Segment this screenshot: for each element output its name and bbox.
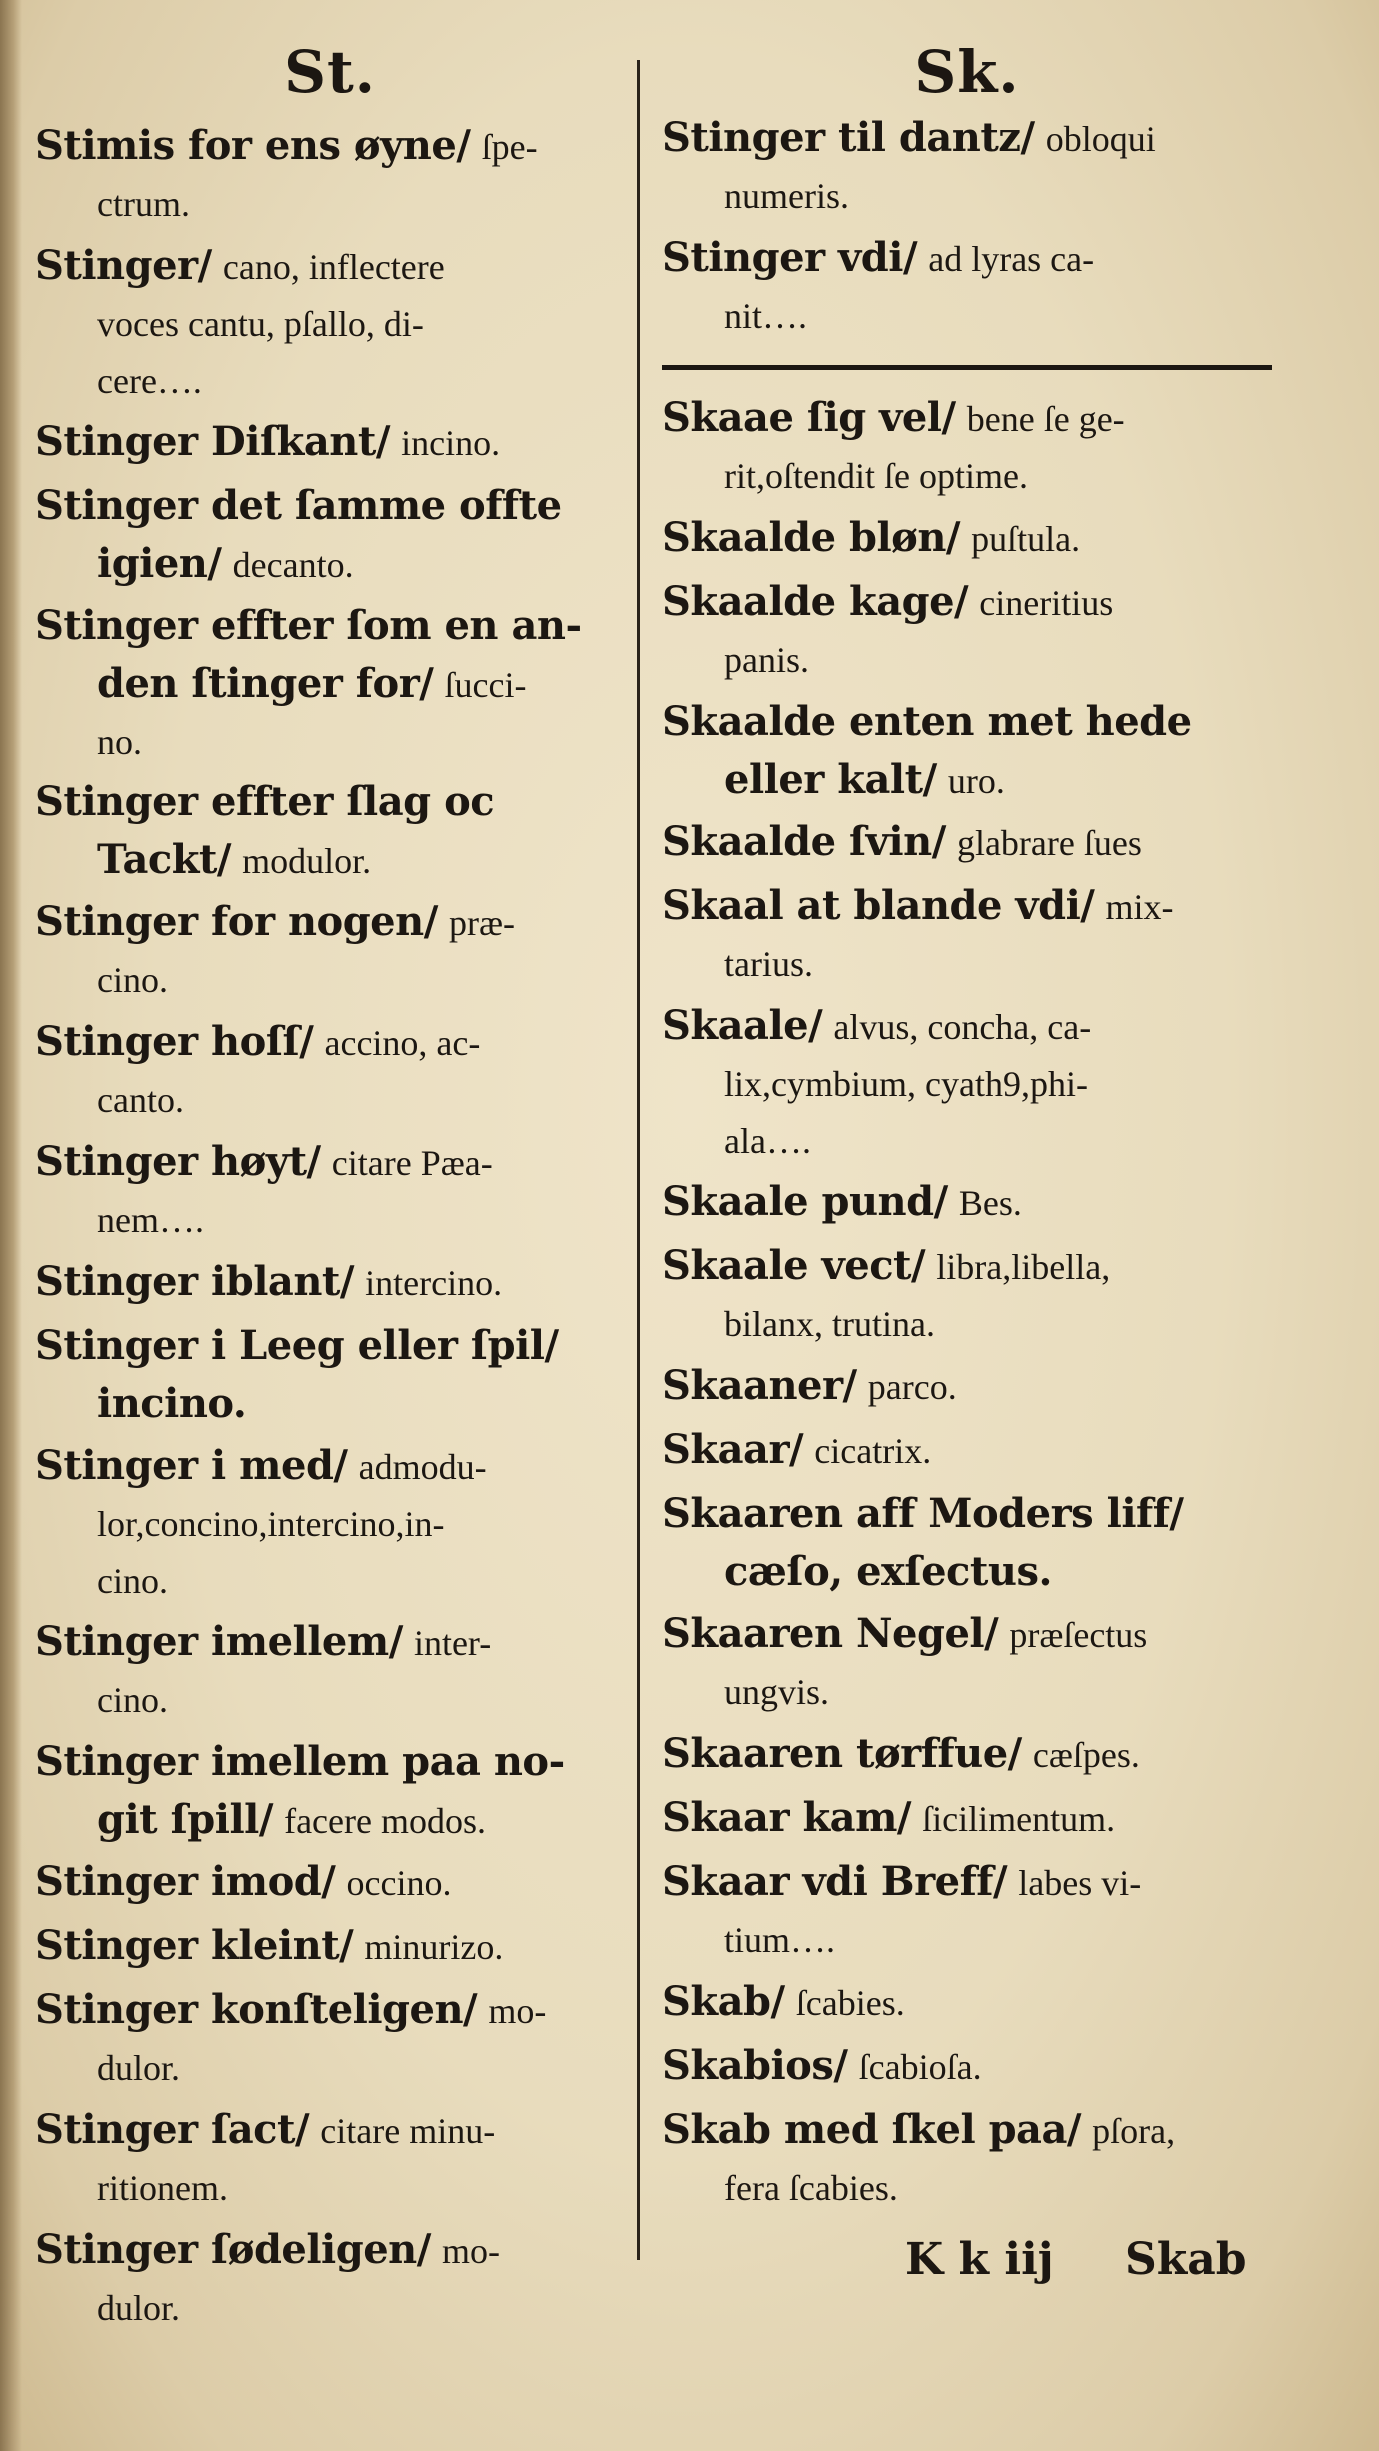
section-divider [662,365,1272,370]
entry-continuation [35,952,625,1009]
headword: Skaalde enten met hede [662,698,1192,745]
latin-gloss: citare Pæa- [331,1143,493,1183]
latin-gloss: obloqui [1045,119,1156,159]
entry-line [662,230,1272,288]
entry-continuation [662,1912,1272,1969]
entry-continuation [662,1056,1272,1113]
dictionary-entry [662,1358,1272,1416]
entry-line [35,774,625,832]
latin-gloss-continued: tarius. [724,944,813,984]
headword: Skaaren Negel/ [662,1610,999,1657]
headword: Skab med ſkel paa/ [662,2106,1081,2153]
headword-continued: igien/ [97,540,222,587]
entry-line [35,478,625,536]
entry-line [662,110,1272,168]
dictionary-entry [662,1606,1272,1721]
dictionary-entry [662,110,1272,225]
latin-gloss-continued: lix,cymbium, cyath9,phi- [724,1064,1088,1104]
dictionary-entry [35,1438,625,1610]
latin-gloss: Bes. [958,1183,1022,1223]
latin-gloss-continued: voces cantu, pſallo, di- [97,304,424,344]
entry-continuation [35,1072,625,1129]
headword: Stinger for nogen/ [35,898,438,945]
latin-gloss: cæſpes. [1032,1735,1140,1775]
dictionary-entry [662,390,1272,505]
latin-gloss: mo- [442,2231,501,2271]
headword: Stinger det ſamme offte [35,482,562,529]
headword: Stinger iblant/ [35,1258,355,1305]
entry-line [35,118,625,176]
entry-line [35,2102,625,2160]
left-column [35,0,625,2451]
latin-gloss-continued: dulor. [97,2048,181,2088]
signature-mark: K k iij [905,2234,1054,2285]
entry-continuation [662,1296,1272,1353]
headword: Stinger effter ſlag oc [35,778,495,825]
headword: Stinger ſødeligen/ [35,2226,431,2273]
entry-line [35,1734,625,1792]
headword-continued: den ſtinger for/ [97,660,434,707]
headword: Skaalde bløn/ [662,514,961,561]
latin-gloss: mo- [488,1991,547,2031]
headword: Stinger i med/ [35,1442,348,1489]
latin-gloss: cano, inflectere [222,247,445,287]
headword: Skaaner/ [662,1362,857,1409]
dictionary-entry [662,1422,1272,1480]
dictionary-entry [35,1734,625,1850]
dictionary-entry [662,1174,1272,1232]
entry-line [662,1422,1272,1480]
headword-continued: cæſo, exſectus. [724,1548,1052,1595]
headword: Skaaren tørffue/ [662,1730,1022,1777]
entry-line [35,1318,625,1376]
entry-line [662,1174,1272,1232]
entry-line [35,1014,625,1072]
latin-gloss: cineritius [979,583,1114,623]
latin-gloss-continued: ala…. [724,1121,811,1161]
headword: Skaale pund/ [662,1178,948,1225]
latin-gloss: labes vi- [1018,1863,1142,1903]
dictionary-entry [35,1982,625,2097]
entry-line [662,1974,1272,2032]
latin-gloss-continued: nem…. [97,1200,204,1240]
entry-line [662,510,1272,568]
dictionary-entry [35,414,625,472]
dictionary-entry [662,1790,1272,1848]
entry-continuation [35,2040,625,2097]
entry-line [35,238,625,296]
dictionary-entry [35,894,625,1009]
entry-continuation [35,714,625,771]
right-column [662,0,1272,2451]
headword: Skaar vdi Breff/ [662,1858,1008,1905]
headword: Skaale vect/ [662,1242,926,1289]
entry-line [662,1238,1272,1296]
entry-continuation [662,632,1272,689]
headword: Stinger Diſkant/ [35,418,390,465]
entry-line [35,894,625,952]
entry-line [35,1614,625,1672]
headword-continued: incino. [97,1380,247,1427]
entry-continuation [35,1672,625,1729]
latin-gloss-continued: ctrum. [97,184,190,224]
latin-gloss: ſpe- [481,127,538,167]
latin-gloss: parco. [867,1367,957,1407]
headword-continued: eller kalt/ [724,756,937,803]
dictionary-entry [35,1134,625,1249]
dictionary-entry [662,694,1272,810]
headword: Stinger effter ſom en an- [35,602,582,649]
entry-continuation [662,1113,1272,1170]
latin-gloss-continued: ritionem. [97,2168,228,2208]
dictionary-entry [662,2038,1272,2096]
latin-gloss: citare minu- [320,2111,496,2151]
entry-line [35,1918,625,1976]
entry-line [662,814,1272,872]
headword: Skaar/ [662,1426,804,1473]
entry-line [662,694,1272,752]
entry-line [662,1358,1272,1416]
headword: Stinger imod/ [35,1858,336,1905]
headword: Stinger konſteligen/ [35,1986,478,2033]
dictionary-entry [662,1974,1272,2032]
entry-line [662,878,1272,936]
latin-gloss-continued: tium…. [724,1920,836,1960]
dictionary-entry [35,118,625,233]
latin-gloss-continued: rit,oſtendit ſe optime. [724,456,1028,496]
latin-gloss-continued: no. [97,722,142,762]
entry-continuation [35,1376,625,1434]
headword: Stinger ſact/ [35,2106,310,2153]
entry-continuation [35,176,625,233]
entry-continuation [662,168,1272,225]
headword: Stinger imellem paa no- [35,1738,565,1785]
dictionary-entry [662,878,1272,993]
latin-gloss: ſcabioſa. [858,2047,982,2087]
entry-line [662,2102,1272,2160]
column-rule [637,60,640,2260]
dictionary-entry [662,1726,1272,1784]
headword: Stinger høyt/ [35,1138,321,1185]
entry-continuation [662,288,1272,345]
entry-line [662,390,1272,448]
latin-gloss: bene ſe ge- [966,399,1125,439]
headword: Skaaren aff Moders liff/ [662,1490,1184,1537]
latin-gloss: uro. [947,761,1005,801]
dictionary-entry [662,814,1272,872]
latin-gloss-continued: nit…. [724,296,808,336]
entry-continuation [662,752,1272,810]
entry-continuation [662,1544,1272,1602]
dictionary-entry [35,238,625,410]
latin-gloss: ſcabies. [795,1983,905,2023]
entry-line [662,1790,1272,1848]
entry-continuation [35,353,625,410]
latin-gloss: puſtula. [971,519,1081,559]
entry-line [35,598,625,656]
latin-gloss: intercino. [365,1263,503,1303]
entry-line [662,1486,1272,1544]
dictionary-entry [35,1318,625,1434]
dictionary-entry [662,574,1272,689]
entry-continuation [35,1553,625,1610]
dictionary-entry [35,598,625,771]
entry-continuation [662,448,1272,505]
dictionary-entry [662,1238,1272,1353]
entry-continuation [662,2160,1272,2217]
latin-gloss: glabrare ſues [956,823,1142,863]
latin-gloss: modulor. [242,841,372,881]
latin-gloss: ad lyras ca- [928,239,1095,279]
latin-gloss: alvus, concha, ca- [833,1007,1092,1047]
latin-gloss: præſectus [1009,1615,1148,1655]
latin-gloss-continued: cere…. [97,361,202,401]
headword: Skaale/ [662,1002,823,1049]
headword: Stinger/ [35,242,212,289]
dictionary-entry [35,1918,625,1976]
dictionary-entry [35,1854,625,1912]
entry-continuation [35,1792,625,1850]
headword: Stinger til dantz/ [662,114,1035,161]
dictionary-entry [662,1486,1272,1602]
latin-gloss: libra,libella, [936,1247,1111,1287]
dictionary-entry [35,774,625,890]
dictionary-entry [662,2102,1272,2217]
latin-gloss-continued: canto. [97,1080,184,1120]
headword-continued: git ſpill/ [97,1796,273,1843]
headword: Skaar kam/ [662,1794,912,1841]
latin-gloss: præ- [448,903,515,943]
latin-gloss-continued: cino. [97,1561,168,1601]
latin-gloss-continued: cino. [97,960,168,1000]
latin-gloss: decanto. [232,545,354,585]
entry-continuation [35,2280,625,2337]
headword: Skaal at blande vdi/ [662,882,1095,929]
entry-line [35,414,625,472]
headword: Stinger hoſſ/ [35,1018,314,1065]
entry-continuation [35,536,625,594]
entry-continuation [662,1664,1272,1721]
latin-gloss-continued: panis. [724,640,809,680]
dictionary-entry [35,478,625,594]
entry-line [35,1438,625,1496]
headword: Skaalde kage/ [662,578,969,625]
entry-line [35,1982,625,2040]
dictionary-entry [662,1854,1272,1969]
headword-continued: Tackt/ [97,836,232,883]
dictionary-entry [35,1254,625,1312]
headword: Skaalde ſvin/ [662,818,946,865]
latin-gloss: accino, ac- [324,1023,481,1063]
dictionary-entry [35,2222,625,2337]
entry-line [662,1854,1272,1912]
latin-gloss: incino. [401,423,501,463]
entry-continuation [35,832,625,890]
latin-gloss-continued: cino. [97,1680,168,1720]
latin-gloss: mix- [1105,887,1174,927]
headword: Skaae ſig vel/ [662,394,956,441]
entry-continuation [35,2160,625,2217]
headword: Stinger vdi/ [662,234,918,281]
entry-line [662,2038,1272,2096]
latin-gloss: ſucci- [444,665,527,705]
entry-continuation [35,656,625,714]
page-spine-shadow [0,0,22,2451]
dictionary-entry [662,998,1272,1170]
entry-line [662,574,1272,632]
headword: Stinger i Leeg eller ſpil/ [35,1322,559,1369]
latin-gloss-continued: ungvis. [724,1672,830,1712]
latin-gloss-continued: lor,concino,intercino,in- [97,1504,445,1544]
latin-gloss: ſicilimentum. [922,1799,1116,1839]
headword: Stinger imellem/ [35,1618,403,1665]
catchword: Skab [1125,2234,1247,2285]
entry-continuation [35,1496,625,1553]
entry-line [35,1254,625,1312]
headword: Stinger kleint/ [35,1922,354,1969]
entry-line [35,1134,625,1192]
right-column-header: Sk. [914,38,1020,106]
headword: Skab/ [662,1978,785,2025]
latin-gloss: cicatrix. [814,1431,932,1471]
latin-gloss-continued: numeris. [724,176,849,216]
entry-line [662,1606,1272,1664]
latin-gloss-continued: dulor. [97,2288,181,2328]
entry-continuation [662,936,1272,993]
entry-continuation [35,296,625,353]
latin-gloss: admodu- [358,1447,487,1487]
dictionary-entry [662,510,1272,568]
dictionary-entry [35,1614,625,1729]
entry-line [662,1726,1272,1784]
headword: Stimis for ens øyne/ [35,122,471,169]
latin-gloss: pſora, [1092,2111,1176,2151]
latin-gloss: minurizo. [364,1927,504,1967]
latin-gloss-continued: fera ſcabies. [724,2168,898,2208]
entry-line [35,2222,625,2280]
dictionary-entry [662,230,1272,345]
latin-gloss: facere modos. [284,1801,486,1841]
latin-gloss: inter- [413,1623,492,1663]
left-column-header: St. [284,38,376,106]
dictionary-entry [35,1014,625,1129]
latin-gloss-continued: bilanx, trutina. [724,1304,935,1344]
headword: Skabios/ [662,2042,848,2089]
entry-line [662,998,1272,1056]
latin-gloss: occino. [346,1863,452,1903]
entry-continuation [35,1192,625,1249]
dictionary-entry [35,2102,625,2217]
entry-line [35,1854,625,1912]
